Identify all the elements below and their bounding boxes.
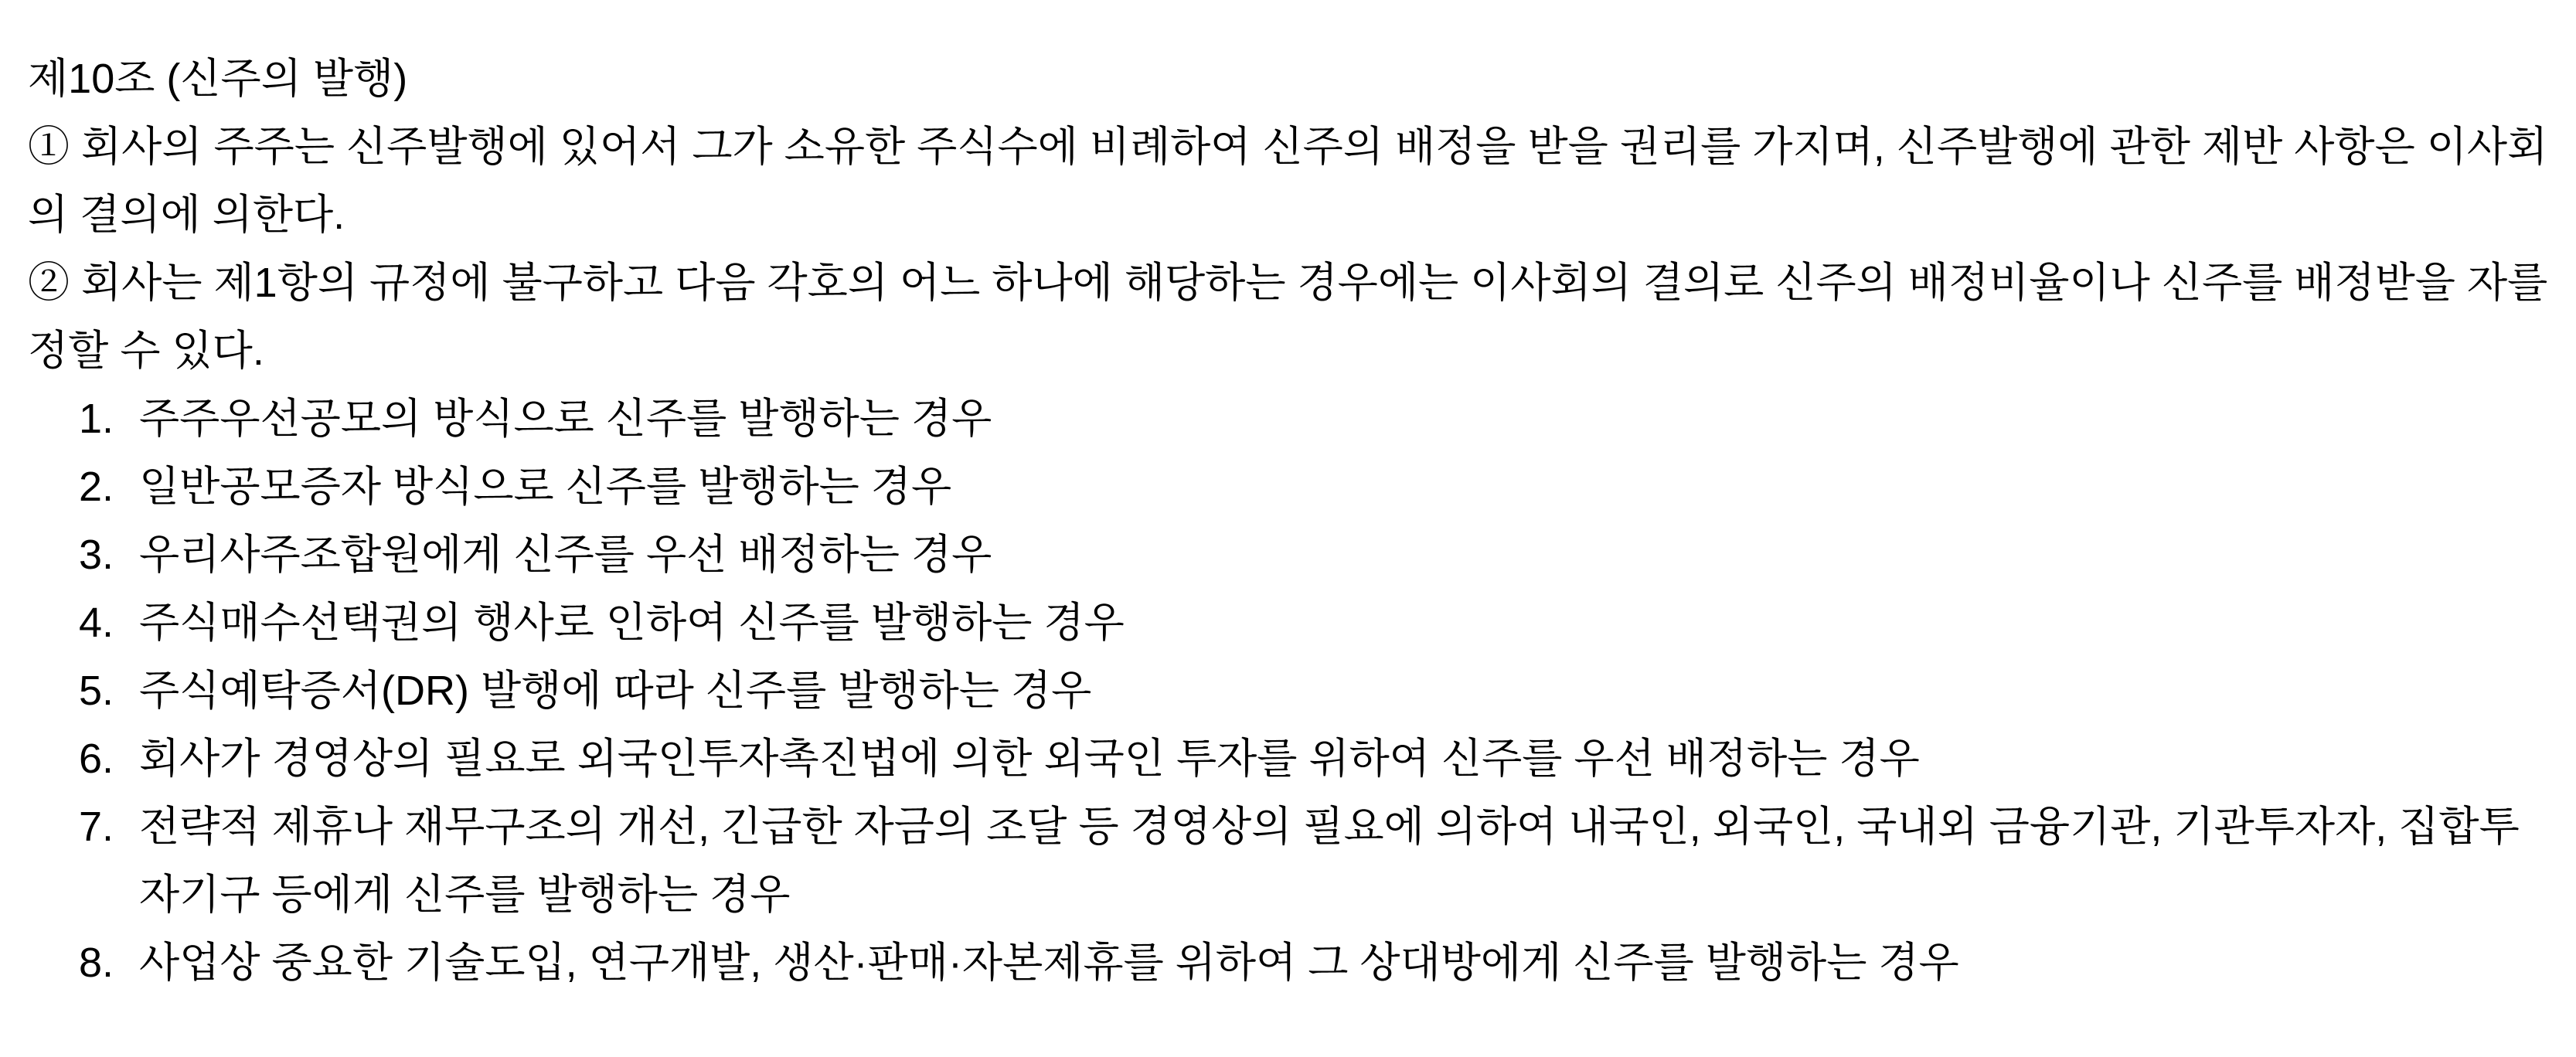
paragraph-1 bbox=[0, 113, 2553, 249]
clause-list bbox=[0, 385, 2553, 997]
paragraph-2 bbox=[0, 249, 2553, 385]
list-item-6-number: 6. bbox=[79, 736, 114, 782]
list-item-1-number: 1. bbox=[79, 396, 114, 442]
list-item-4 bbox=[0, 589, 2553, 657]
list-item-5 bbox=[0, 657, 2553, 725]
list-item-8-text: 사업상 중요한 기술도입, 연구개발, 생산·판매·자본제휴를 위하여 그 상대방에게 신주를 발행하는 경우 bbox=[139, 940, 1959, 986]
list-item-8 bbox=[0, 929, 2553, 997]
list-item-5-number: 5. bbox=[79, 668, 114, 714]
list-item-2 bbox=[0, 453, 2553, 521]
list-item-2-text: 일반공모증자 방식으로 신주를 발행하는 경우 bbox=[139, 464, 952, 510]
list-item-4-number: 4. bbox=[79, 600, 114, 646]
list-item-1 bbox=[0, 385, 2553, 453]
paragraph-2-text: 회사는 제1항의 규정에 불구하고 다음 각호의 어느 하나에 해당하는 경우에는 이사회의 결의로 신주의 배정비율이나 신주를 배정받을 자를 정할 수 있다. bbox=[28, 260, 2548, 374]
list-item-8-number: 8. bbox=[79, 940, 114, 986]
list-item-3-text: 우리사주조합원에게 신주를 우선 배정하는 경우 bbox=[139, 532, 992, 578]
list-item-1-text: 주주우선공모의 방식으로 신주를 발행하는 경우 bbox=[139, 396, 992, 442]
list-item-7 bbox=[0, 793, 2553, 929]
list-item-5-text: 주식예탁증서(DR) 발행에 따라 신주를 발행하는 경우 bbox=[139, 668, 1092, 714]
list-item-3 bbox=[0, 521, 2553, 589]
paragraph-1-text: 회사의 주주는 신주발행에 있어서 그가 소유한 주식수에 비례하여 신주의 배정을 받을 권리를 가지며, 신주발행에 관한 제반 사항은 이사회의 결의에 의한다. bbox=[28, 124, 2548, 238]
list-item-6 bbox=[0, 725, 2553, 793]
list-item-7-text: 전략적 제휴나 재무구조의 개선, 긴급한 자금의 조달 등 경영상의 필요에 의하여 내국인, 외국인, 국내외 금융기관, 기관투자자, 집합투자기구 등에게 신주를 발행하는 경우 bbox=[139, 804, 2520, 918]
list-item-7-number: 7. bbox=[79, 804, 114, 850]
article-title: 제10조 (신주의 발행) bbox=[28, 56, 408, 102]
list-item-2-number: 2. bbox=[79, 464, 114, 510]
list-item-6-text: 회사가 경영상의 필요로 외국인투자촉진법에 의한 외국인 투자를 위하여 신주를 우선 배정하는 경우 bbox=[139, 736, 1920, 782]
paragraph-1-marker: ① bbox=[28, 124, 70, 170]
paragraph-2-marker: ② bbox=[28, 260, 70, 306]
list-item-4-text: 주식매수선택권의 행사로 인하여 신주를 발행하는 경우 bbox=[139, 600, 1125, 646]
list-item-3-number: 3. bbox=[79, 532, 114, 578]
